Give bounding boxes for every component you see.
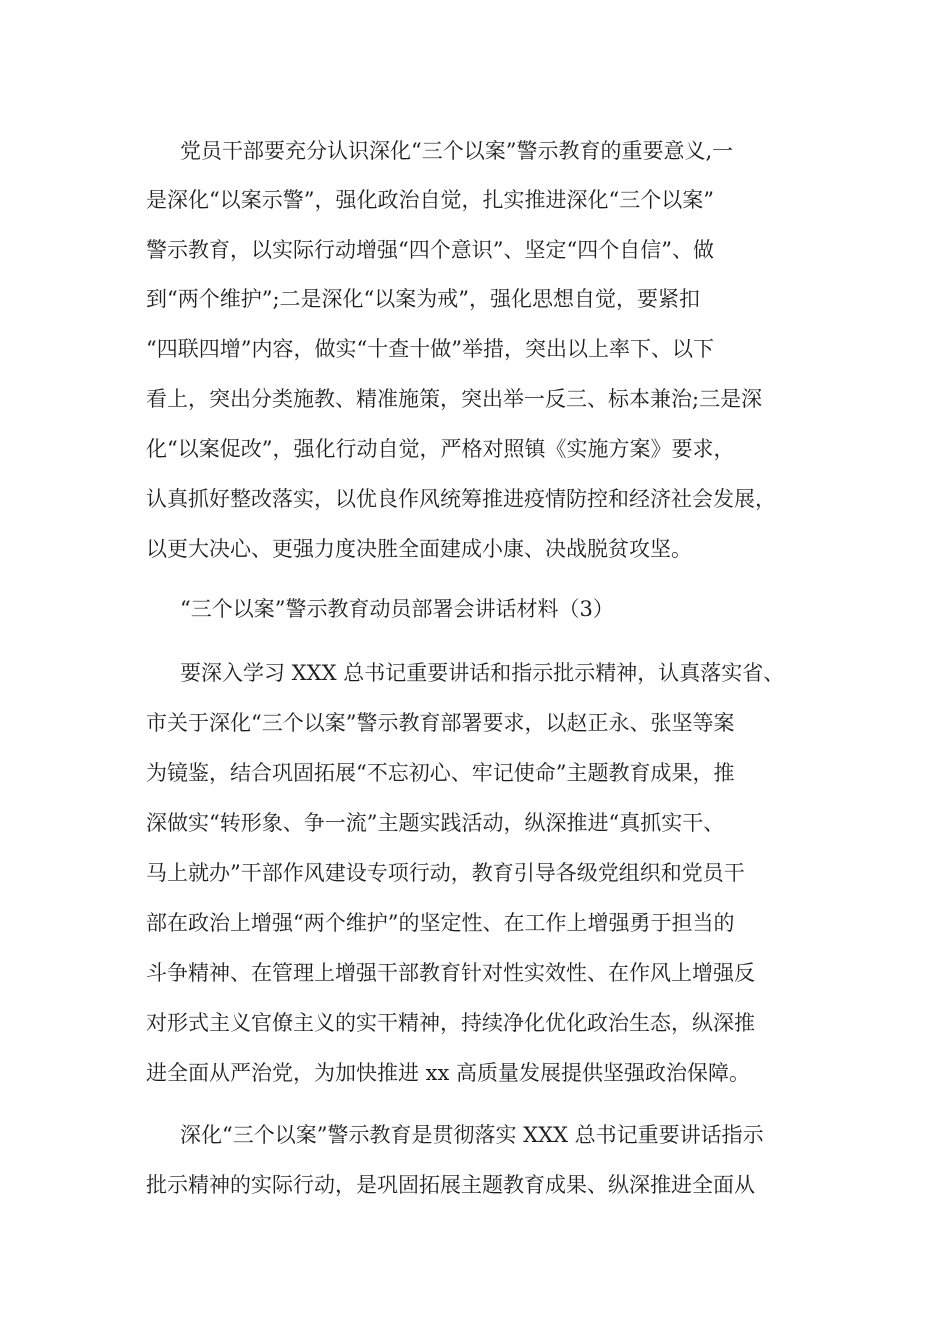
section-heading: “三个以案”警示教育动员部署会讲话材料（3） [180, 597, 614, 621]
paragraph-line: 认真抓好整改落实，以优良作风统筹推进疫情防控和经济社会发展， [146, 487, 776, 511]
paragraph-line: 斗争精神、在管理上增强干部教育针对性实效性、在作风上增强反 [146, 961, 755, 985]
paragraph-line: 警示教育，以实际行动增强“四个意识”、坚定“四个自信”、做 [146, 238, 714, 262]
paragraph-line: 为镜鉴，结合巩固拓展“不忘初心、牢记使命”主题教育成果，推 [146, 761, 735, 785]
paragraph-line: 部在政治上增强“两个维护”的坚定性、在工作上增强勇于担当的 [146, 911, 735, 935]
paragraph-line: 进全面从严治党，为加快推进 xx 高质量发展提供坚强政治保障。 [146, 1061, 751, 1085]
paragraph-line: 批示精神的实际行动，是巩固拓展主题教育成果、纵深推进全面从 [146, 1173, 755, 1197]
paragraph-line: 到“两个维护”;二是深化“以案为戒”，强化思想自觉，要紧扣 [146, 287, 701, 311]
paragraph-line: 是深化“以案示警”，强化政治自觉，扎实推进深化“三个以案” [146, 188, 714, 212]
paragraph-line: 党员干部要充分认识深化“三个以案”警示教育的重要意义,一 [180, 139, 734, 163]
paragraph-line: 化“以案促改”，强化行动自觉，严格对照镇《实施方案》要求， [146, 437, 735, 461]
paragraph-line: 看上，突出分类施教、精准施策，突出举一反三、标本兼治;三是深 [146, 387, 763, 411]
paragraph-line: 市关于深化“三个以案”警示教育部署要求，以赵正永、张坚等案 [146, 711, 735, 735]
paragraph-line: 深化“三个以案”警示教育是贯彻落实 XXX 总书记重要讲话指示 [180, 1123, 764, 1147]
paragraph-line: 对形式主义官僚主义的实干精神，持续净化优化政治生态，纵深推 [146, 1011, 755, 1035]
paragraph-line: 要深入学习 XXX 总书记重要讲话和指示批示精神，认真落实省、 [180, 661, 785, 685]
paragraph-line: “四联四增”内容，做实“十查十做”举措，突出以上率下、以下 [146, 337, 714, 361]
paragraph-line: 马上就办”干部作风建设专项行动，教育引导各级党组织和党员干 [146, 861, 745, 885]
paragraph-line: 以更大决心、更强力度决胜全面建成小康、决战脱贫攻坚。 [146, 537, 692, 561]
paragraph-line: 深做实“转形象、争一流”主题实践活动，纵深推进“真抓实干、 [146, 811, 725, 835]
